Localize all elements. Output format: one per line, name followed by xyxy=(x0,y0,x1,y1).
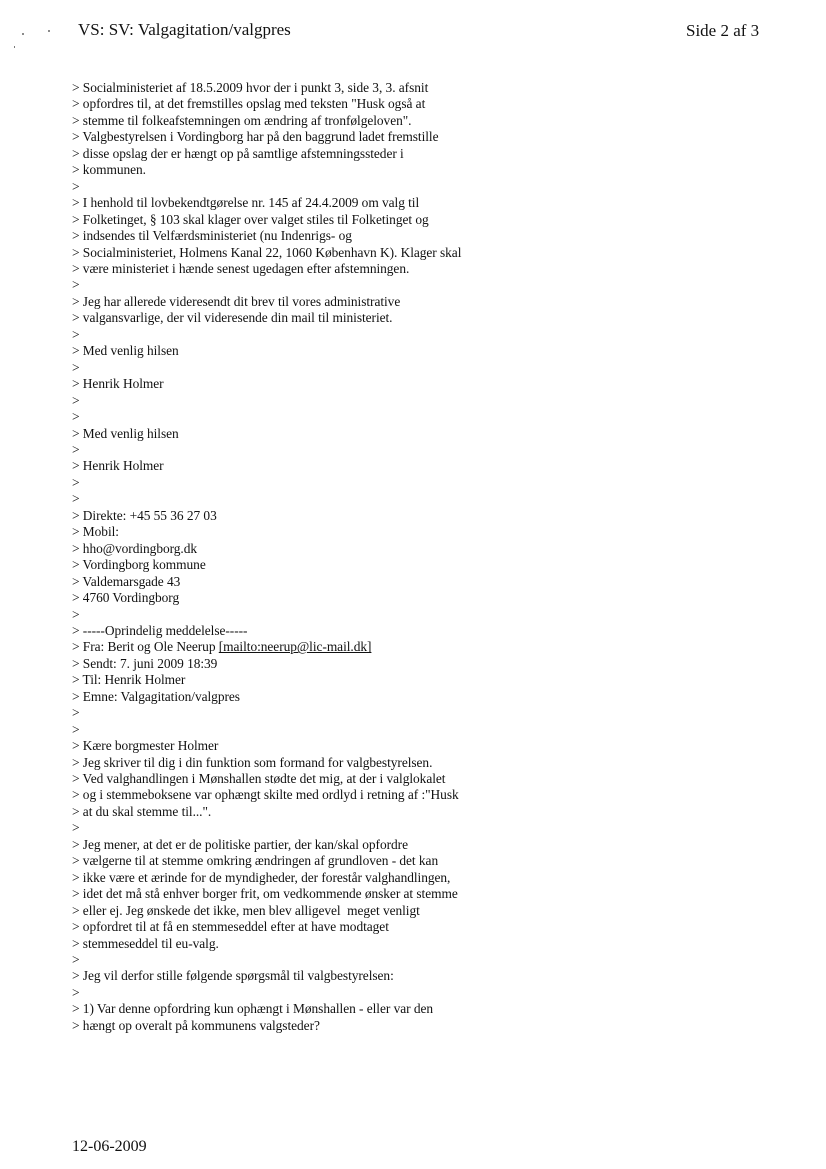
email-line: > I henhold til lovbekendtgørelse nr. 145 af 24.4.2009 om valg til xyxy=(72,195,420,211)
from-text: > Fra: Berit og Ole Neerup xyxy=(72,639,219,655)
email-line: > xyxy=(72,952,80,968)
email-line: > xyxy=(72,474,80,490)
email-line: > Henrik Holmer xyxy=(72,376,164,392)
email-line: > Kære borgmester Holmer xyxy=(72,738,219,754)
document-title: VS: SV: Valgagitation/valgpres xyxy=(78,20,291,39)
email-line: > Valgbestyrelsen i Vordingborg har på den baggrund ladet fremstille xyxy=(72,129,439,145)
email-line: > opfordret til at få en stemmeseddel efter at have modtaget xyxy=(72,919,389,935)
email-line: > Ved valghandlingen i Mønshallen stødte det mig, at der i valglokalet xyxy=(72,771,446,787)
email-line: > xyxy=(72,606,80,622)
email-line: > Jeg vil derfor stille følgende spørgsmål til valgbestyrelsen: xyxy=(72,968,394,984)
email-line: > Jeg mener, at det er de politiske partier, der kan/skal opfordre xyxy=(72,836,408,852)
email-line: > at du skal stemme til...". xyxy=(72,803,212,819)
page-number: Side 2 af 3 xyxy=(686,21,760,40)
email-line: > Jeg skriver til dig i din funktion som formand for valgbestyrelsen. xyxy=(72,754,433,770)
email-line: > xyxy=(72,392,80,408)
scan-speck xyxy=(22,33,24,35)
email-line: > Sendt: 7. juni 2009 18:39 xyxy=(72,655,218,671)
email-line: > Socialministeriet, Holmens Kanal 22, 1060 København K). Klager skal xyxy=(72,244,462,260)
email-body xyxy=(72,80,592,1034)
email-line: > xyxy=(72,721,80,737)
email-line: > xyxy=(72,409,80,425)
email-line: > xyxy=(72,820,80,836)
email-line: > 4760 Vordingborg xyxy=(72,590,180,606)
email-line: > valgansvarlige, der vil videresende din mail til ministeriet. xyxy=(72,310,393,326)
mailto-link[interactable]: [mailto:neerup@lic-mail.dk] xyxy=(218,639,372,655)
email-line: > være ministeriet i hænde senest ugedagen efter afstemningen. xyxy=(72,260,410,276)
email-line: > og i stemmeboksene var ophængt skilte med ordlyd i retning af :"Husk xyxy=(72,787,459,803)
email-line: > Socialministeriet af 18.5.2009 hvor der i punkt 3, side 3, 3. afsnit xyxy=(72,80,429,95)
email-line: > Med venlig hilsen xyxy=(72,343,179,359)
email-line: > Vordingborg kommune xyxy=(72,557,206,573)
scan-speck xyxy=(14,46,15,48)
email-line: > -----Oprindelig meddelelse----- xyxy=(72,622,248,638)
email-line: > xyxy=(72,277,80,293)
email-line: > xyxy=(72,178,80,194)
email-line: > Med venlig hilsen xyxy=(72,425,179,441)
scan-speck xyxy=(48,30,50,32)
email-line: > Valdemarsgade 43 xyxy=(72,573,181,589)
email-line: > 1) Var denne opfordring kun ophængt i Mønshallen - eller var den xyxy=(72,1001,434,1017)
email-line: > xyxy=(72,441,80,457)
email-line: > stemmeseddel til eu-valg. xyxy=(72,935,219,951)
email-line: > xyxy=(72,984,80,1000)
email-line: > xyxy=(72,326,80,342)
email-line: > Emne: Valgagitation/valgpres xyxy=(72,688,240,704)
email-line: > indsendes til Velfærdsministeriet (nu Indenrigs- og xyxy=(72,228,352,244)
email-line: > hængt op overalt på kommunens valgsteder? xyxy=(72,1017,320,1033)
email-line: > Henrik Holmer xyxy=(72,458,164,474)
email-line: > xyxy=(72,705,80,721)
email-line: > kommunen. xyxy=(72,162,146,178)
email-line: > opfordres til, at det fremstilles opslag med teksten "Husk også at xyxy=(72,96,426,112)
email-line: > Direkte: +45 55 36 27 03 xyxy=(72,507,217,523)
email-line: > Til: Henrik Holmer xyxy=(72,672,186,688)
email-line: > Mobil: xyxy=(72,524,119,540)
quoted-reply-block xyxy=(72,80,592,639)
from-line xyxy=(72,639,592,655)
email-line: > vælgerne til at stemme omkring ændringen af grundloven - det kan xyxy=(72,853,439,869)
email-line: > hho@vordingborg.dk xyxy=(72,540,198,556)
email-line: > Folketinget, § 103 skal klager over valget stiles til Folketinget og xyxy=(72,211,429,227)
footer-date: 12-06-2009 xyxy=(72,1138,147,1155)
email-line: > eller ej. Jeg ønskede det ikke, men blev alligevel meget venligt xyxy=(72,902,420,918)
email-line: > xyxy=(72,491,80,507)
original-message-block xyxy=(72,656,592,1034)
email-line: > disse opslag der er hængt op på samtlige afstemningssteder i xyxy=(72,145,404,161)
email-line: > ikke være et ærinde for de myndigheder, der forestår valghandlingen, xyxy=(72,869,451,885)
email-line: > xyxy=(72,359,80,375)
email-line: > Jeg har allerede videresendt dit brev til vores administrative xyxy=(72,293,401,309)
email-line: > stemme til folkeafstemningen om ændring af tronfølgeloven". xyxy=(72,112,412,128)
email-line: > idet det må stå enhver borger frit, om vedkommende ønsker at stemme xyxy=(72,886,458,902)
